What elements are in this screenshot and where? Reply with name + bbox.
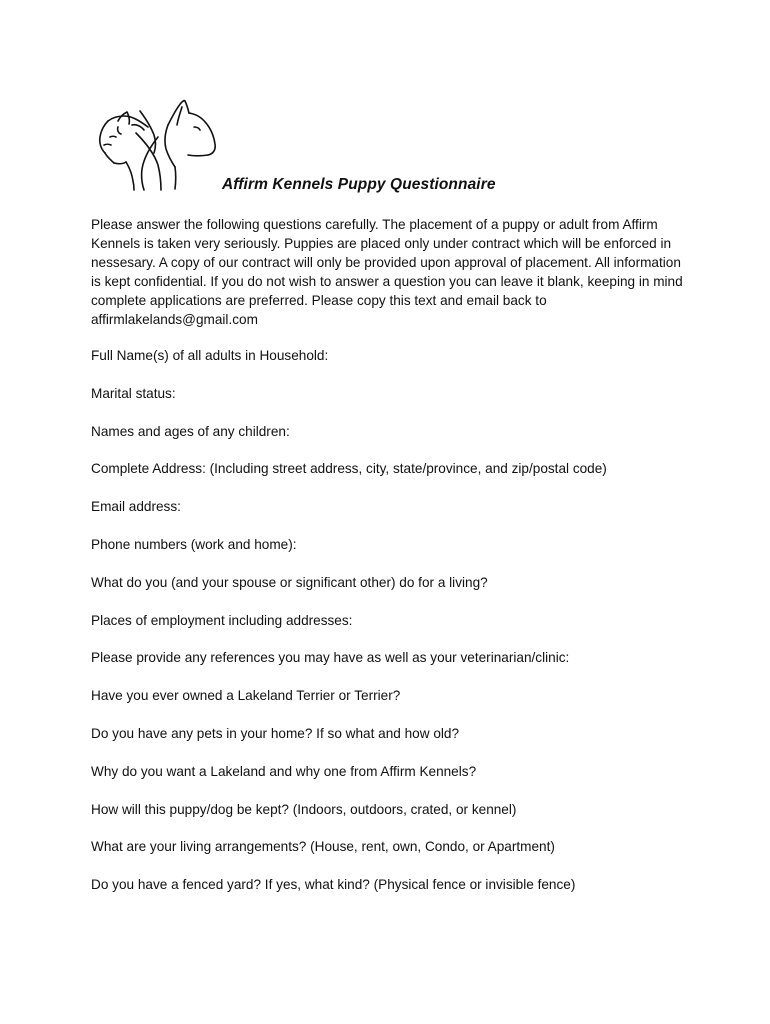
question-item: Marital status: xyxy=(91,385,176,401)
question-item: How will this puppy/dog be kept? (Indoors, outdoors, crated, or kennel) xyxy=(91,801,517,817)
question-item: Places of employment including addresses: xyxy=(91,612,353,628)
question-item: Please provide any references you may have as well as your veterinarian/clinic: xyxy=(91,650,570,666)
intro-paragraph: Please answer the following questions carefully. The placement of a puppy or adult from Affirm Kennels is taken very seriously. Puppies are placed only under contract which will be enforced in nessesary. A copy of our contract will only be provided upon approval of placement. All information is kept confidential. If you do not wish to answer a question you can leave it blank, keeping in mind complete applications are preferred. Please copy this text and email back to affirmlakelands@gmail.com xyxy=(91,217,683,327)
question-item: What are your living arrangements? (House, rent, own, Condo, or Apartment) xyxy=(91,839,555,855)
question-item: What do you (and your spouse or significant other) do for a living? xyxy=(91,574,488,590)
question-item: Complete Address: (Including street address, city, state/province, and zip/postal code) xyxy=(91,461,607,477)
two-dog-heads-logo-icon xyxy=(96,97,220,191)
page-title: Affirm Kennels Puppy Questionnaire xyxy=(222,176,496,193)
question-item: Do you have any pets in your home? If so what and how old? xyxy=(91,725,460,741)
question-list xyxy=(91,347,607,914)
question-item: Have you ever owned a Lakeland Terrier or Terrier? xyxy=(91,688,401,704)
question-item: Phone numbers (work and home): xyxy=(91,536,297,552)
question-item: Why do you want a Lakeland and why one from Affirm Kennels? xyxy=(91,763,477,779)
question-item: Email address: xyxy=(91,499,181,515)
question-item: Do you have a fenced yard? If yes, what kind? (Physical fence or invisible fence) xyxy=(91,877,576,893)
question-item: Full Name(s) of all adults in Household: xyxy=(91,348,329,363)
question-item: Names and ages of any children: xyxy=(91,423,290,439)
